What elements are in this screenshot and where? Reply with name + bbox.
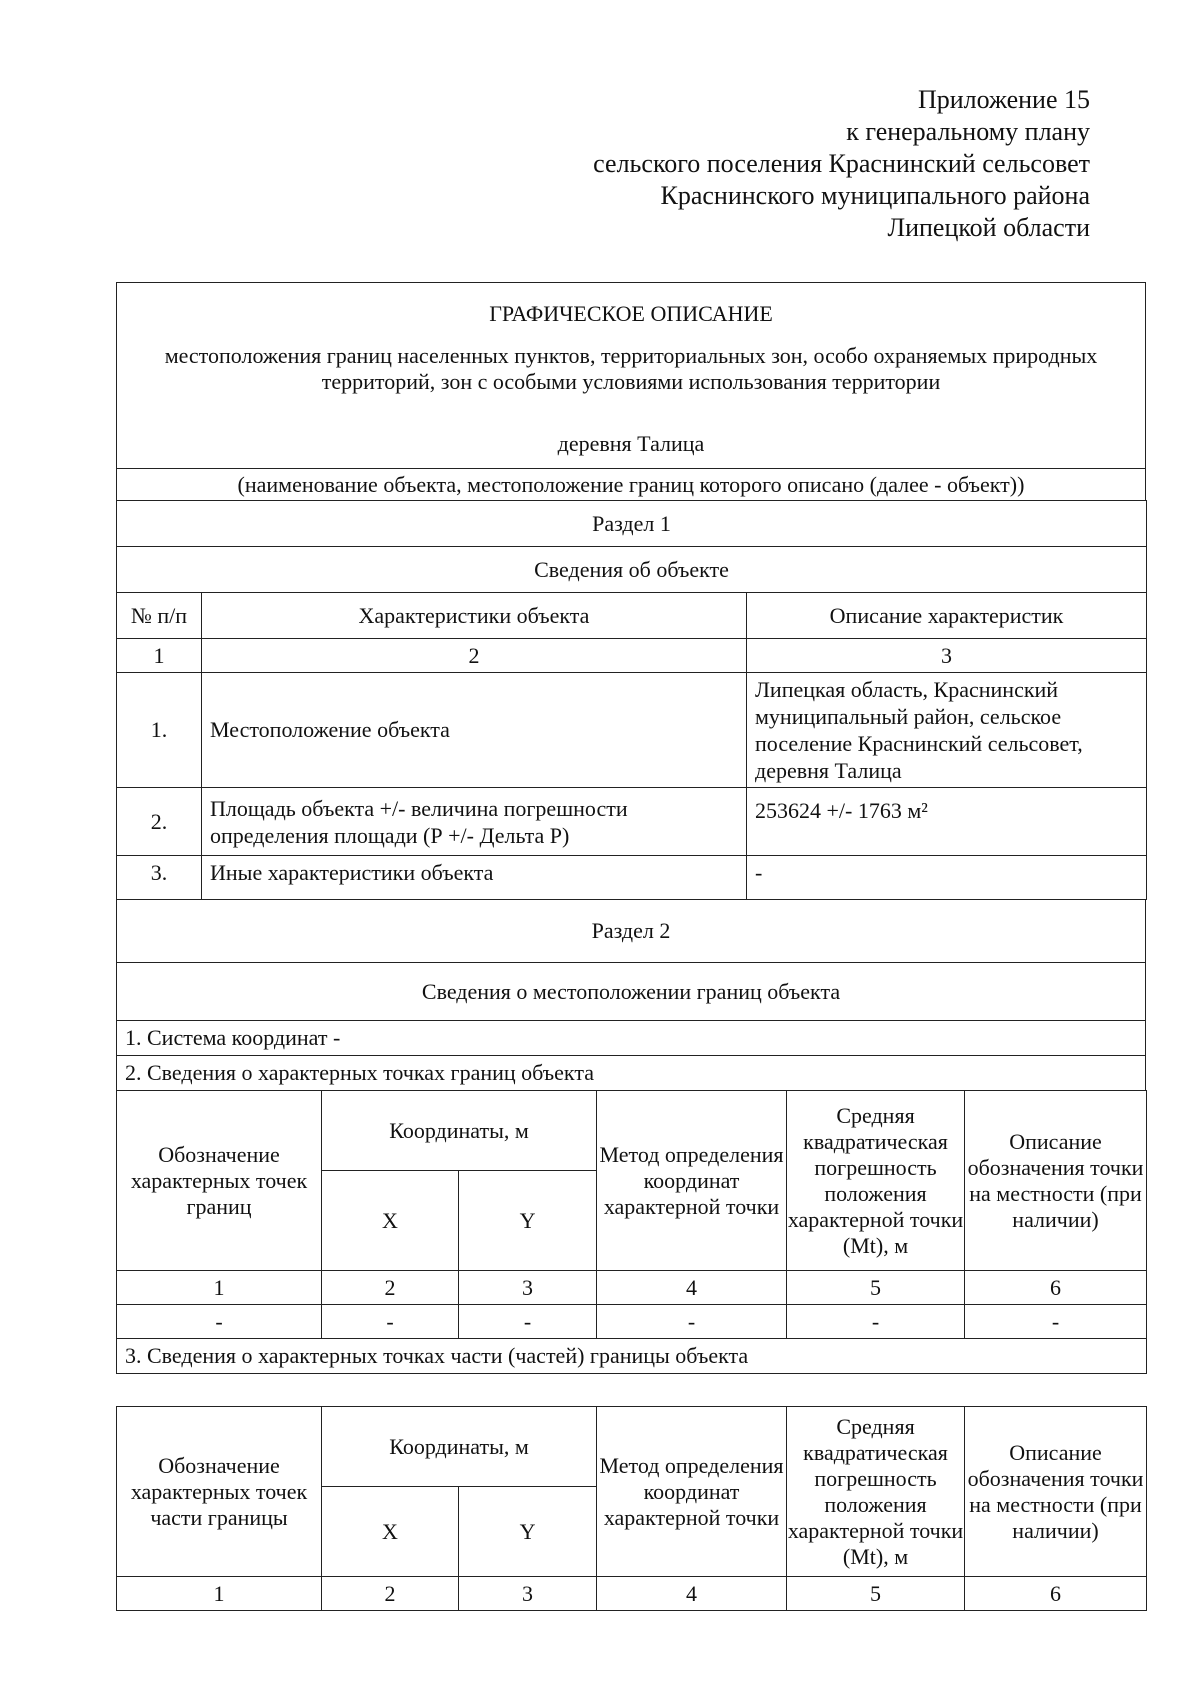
y-header: Y [459,1487,597,1577]
empty-cell: - [459,1305,597,1339]
col-number-2: 2 [322,1271,459,1305]
col-number-1: 1 [117,639,202,673]
col-number-5: 5 [787,1577,965,1611]
empty-cell: - [965,1305,1147,1339]
row-desc: Липецкая область, Краснинский муниципальный район, сельское поселение Краснинский сельсовет, деревня Талица [747,673,1147,788]
appendix-header [593,84,1090,244]
row-name: Местоположение объекта [202,673,747,788]
col-number-3: 3 [747,639,1147,673]
header-line-1: Приложение 15 [917,85,1090,114]
table-row [117,673,1147,788]
document-title: ГРАФИЧЕСКОЕ ОПИСАНИЕ [489,301,773,326]
col-number-2: 2 [322,1577,459,1611]
header-num: № п/п [117,593,202,639]
point-label-header: Обозначение характерных точек границ [117,1091,322,1271]
coordinates-header: Координаты, м [322,1091,597,1171]
col-number-1: 1 [117,1577,322,1611]
method-header: Метод определения координат характерной точки [597,1407,787,1577]
parts-title: 3. Сведения о характерных точках части (частей) границы объекта [117,1339,1147,1374]
table-row [117,856,1147,900]
row-num: 1. [117,673,202,788]
y-header: Y [459,1171,597,1271]
document-subtitle: местоположения границ населенных пунктов, территориальных зон, особо охраняемых природных территорий, зон с особыми условиями использования территории [164,343,1098,394]
col-number-4: 4 [597,1271,787,1305]
error-header: Средняя квадратическая погрешность положения характерной точки (Mt), м [787,1407,965,1577]
col-number-1: 1 [117,1271,322,1305]
x-header: X [322,1487,459,1577]
header-line-2: к генеральному плану [846,117,1090,146]
empty-cell: - [322,1305,459,1339]
section2-table [116,899,1146,1091]
table-row [117,1305,1147,1339]
title-block [116,282,1146,469]
section2-subtitle: Сведения о местоположении границ объекта [117,963,1146,1021]
method-header: Метод определения координат характерной точки [597,1091,787,1271]
point-label-header: Обозначение характерных точек части границы [117,1407,322,1577]
col-number-3: 3 [459,1271,597,1305]
object-name: деревня Талица [557,431,705,456]
header-line-4: Краснинского муниципального района [660,181,1090,210]
col-number-6: 6 [965,1271,1147,1305]
description-header: Описание обозначения точки на местности (при наличии) [965,1091,1147,1271]
row-desc: - [747,856,1147,900]
error-header: Средняя квадратическая погрешность положения характерной точки (Mt), м [787,1091,965,1271]
col-number-6: 6 [965,1577,1147,1611]
boundary-points-table [116,1090,1147,1374]
x-header: X [322,1171,459,1271]
row-name: Иные характеристики объекта [202,856,747,900]
col-number-4: 4 [597,1577,787,1611]
header-description: Описание характеристик [747,593,1147,639]
row-num: 3. [117,856,202,900]
section1-subtitle: Сведения об объекте [117,547,1147,593]
col-number-2: 2 [202,639,747,673]
header-line-3: сельского поселения Краснинский сельсовет [593,149,1090,178]
points-title: 2. Сведения о характерных точках границ объекта [117,1056,1146,1091]
empty-cell: - [117,1305,322,1339]
col-number-3: 3 [459,1577,597,1611]
row-desc: 253624 +/- 1763 м² [747,788,1147,856]
description-header: Описание обозначения точки на местности (при наличии) [965,1407,1147,1577]
table-row [117,788,1147,856]
empty-cell: - [787,1305,965,1339]
row-num: 2. [117,788,202,856]
object-caption: (наименование объекта, местоположение границ которого описано (далее - объект)) [117,469,1146,501]
coordinates-header: Координаты, м [322,1407,597,1487]
header-line-5: Липецкой области [887,213,1090,242]
section1-title: Раздел 1 [117,501,1147,547]
coordinate-system: 1. Система координат - [117,1021,1146,1056]
col-number-5: 5 [787,1271,965,1305]
header-characteristic: Характеристики объекта [202,593,747,639]
row-name: Площадь объекта +/- величина погрешности определения площади (Р +/- Дельта Р) [202,788,747,856]
boundary-parts-table [116,1406,1147,1611]
section2-title: Раздел 2 [117,900,1146,963]
section1-table [116,500,1147,900]
object-caption-table [116,468,1146,501]
empty-cell: - [597,1305,787,1339]
